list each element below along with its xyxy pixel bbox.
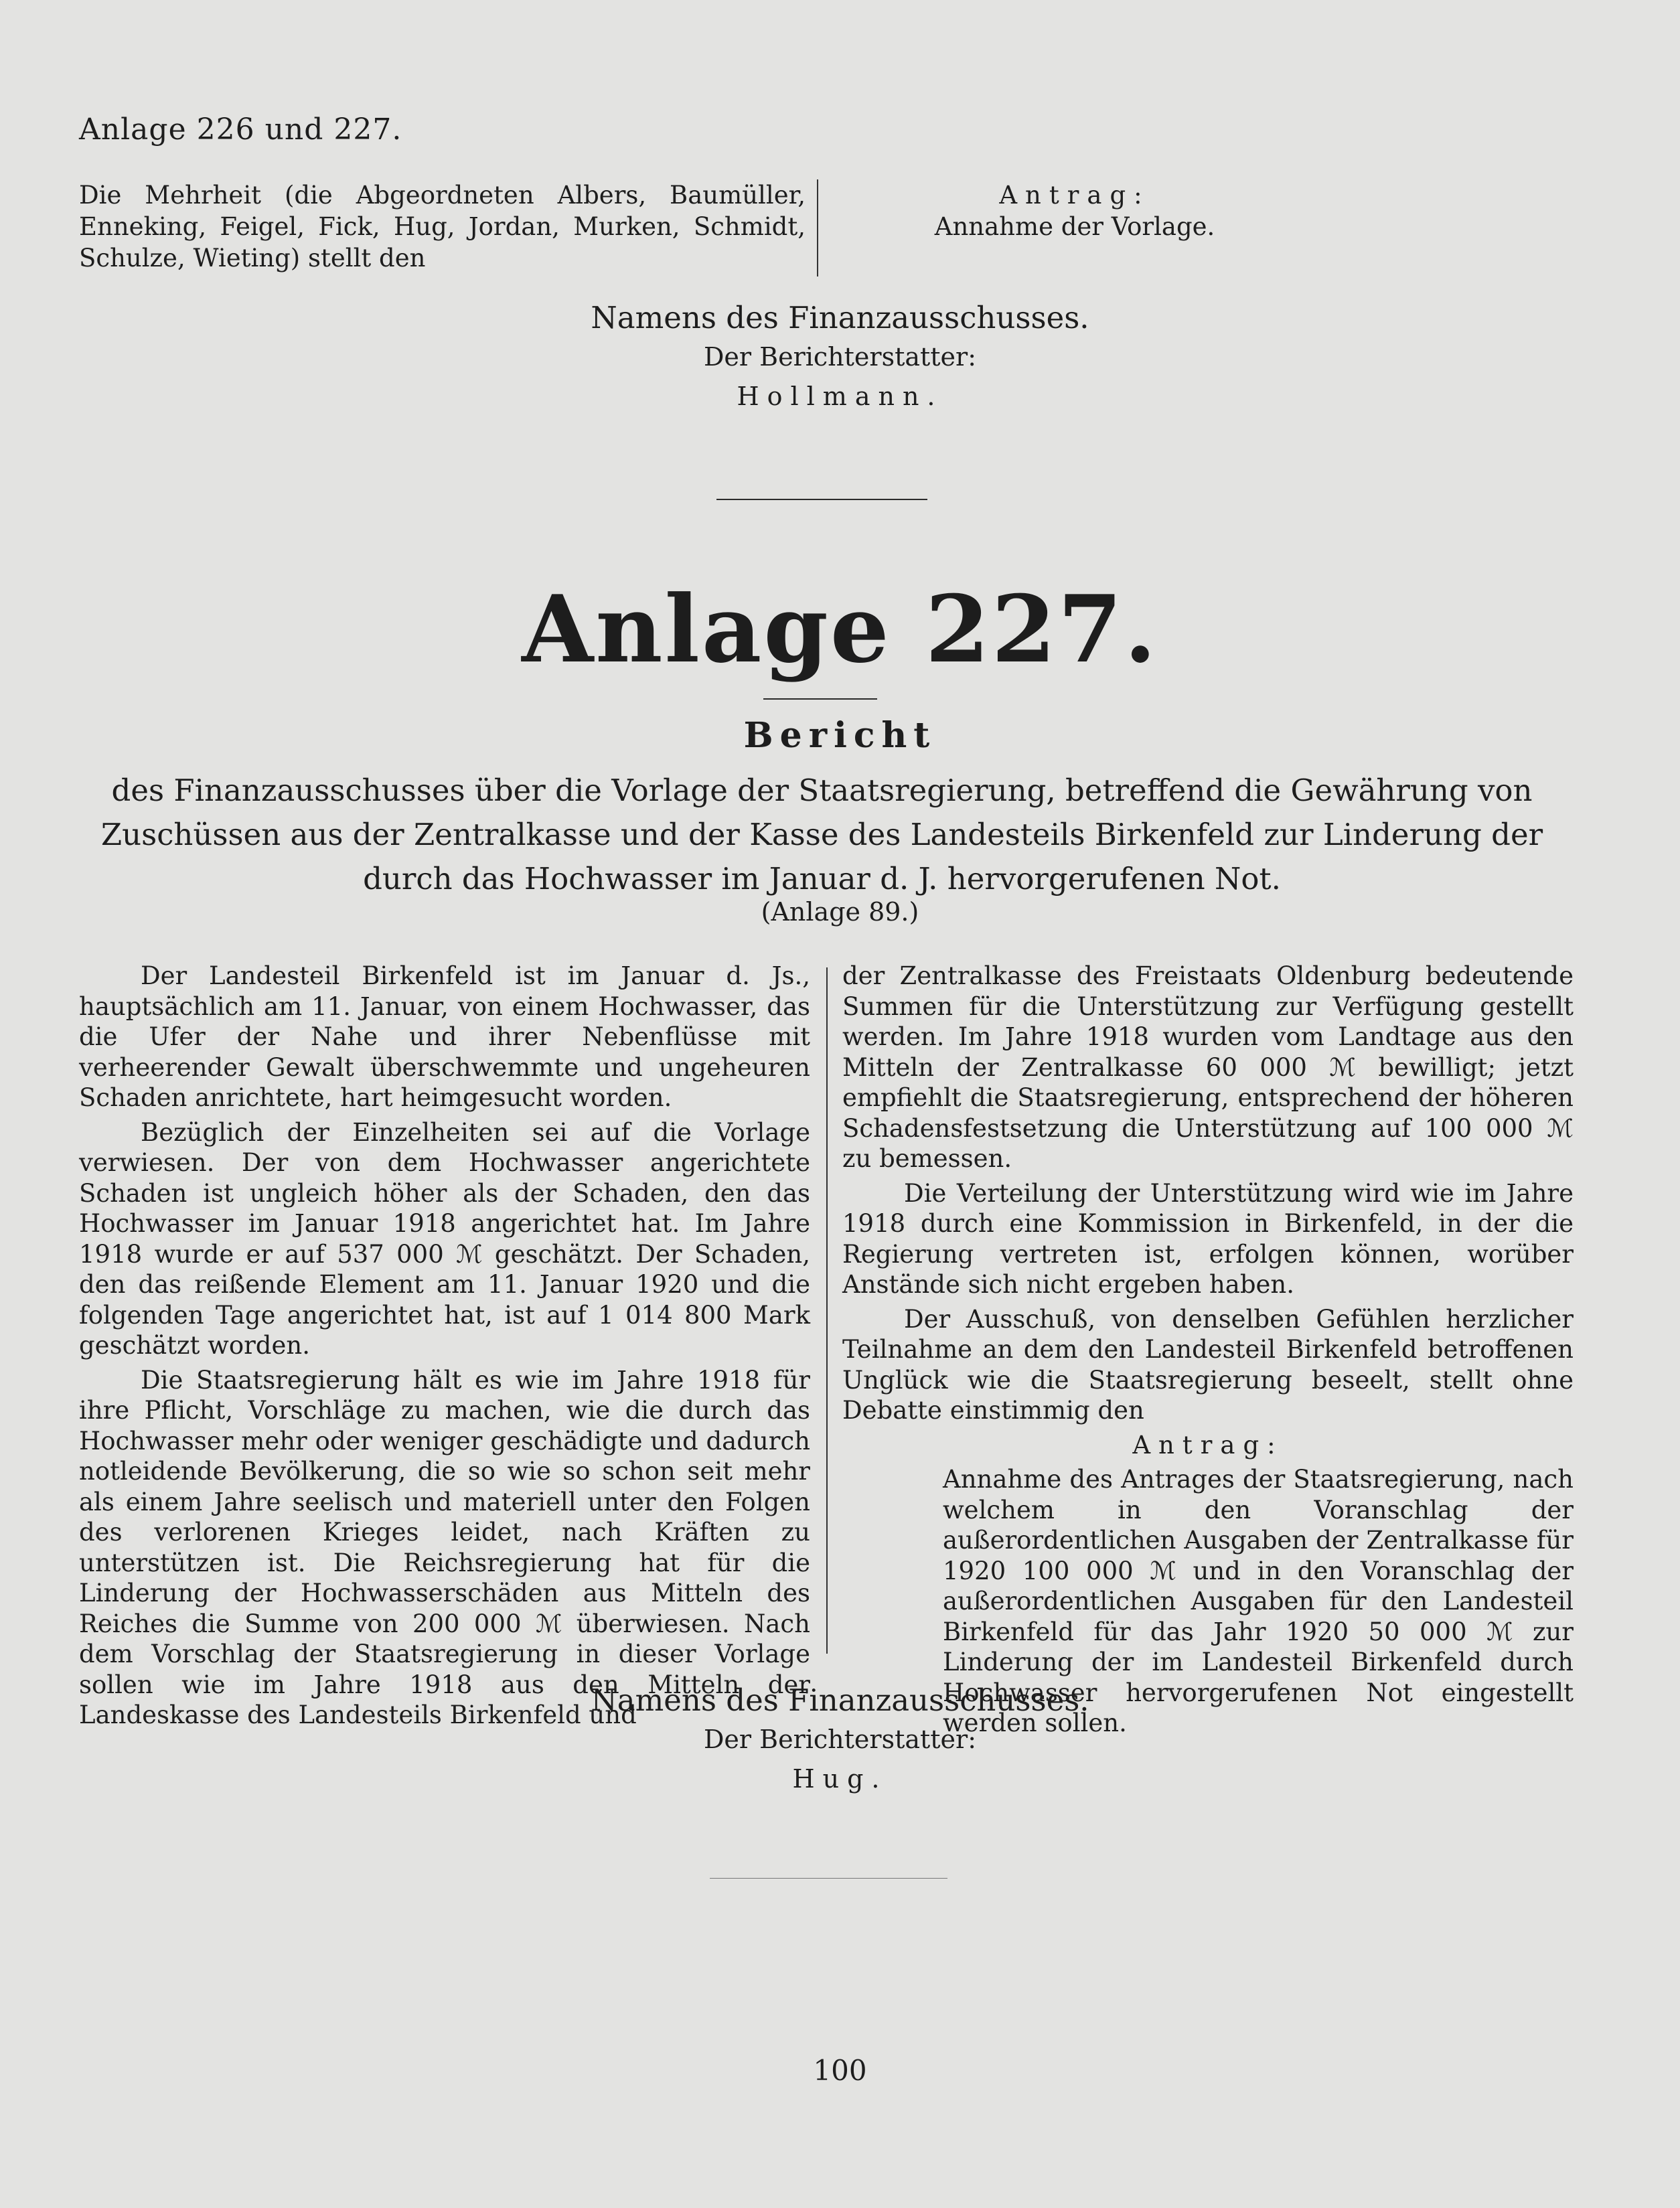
- report-subtitle: des Finanzausschusses über die Vorlage der Staatsregierung, betreffend die Gewährung von Zuschüssen aus der Zentralkasse und der Kasse des Landesteils Birkenfeld zur Linderung der durch das Hochwasser im Januar d. J. hervorgerufenen Not.: [100, 773, 1543, 896]
- signature-committee: Namens des Finanzausschusses.: [591, 300, 1089, 335]
- prev-signature-block: [0, 298, 1680, 417]
- paragraph: Der Landesteil Birkenfeld ist im Januar d. Js., hauptsächlich am 11. Januar, von einem Hochwasser, das die Ufer der Nahe und ihrer Nebenflüsse mit verheerender Gewalt überschwemmte und ungeheuren Schaden anrichtete, hart heimgesucht worden.: [79, 961, 810, 1112]
- appendix-title: Anlage 227.: [522, 574, 1158, 684]
- majority-statement: Die Mehrheit (die Abgeordneten Albers, Baumüller, Enneking, Feigel, Fick, Hug, Jordan, Murken, Schmidt, Schulze, Wieting) stellt den: [79, 181, 806, 272]
- signature-block: [0, 1680, 1680, 1800]
- signature-name: Hug.: [792, 1764, 888, 1794]
- appendix-reference: (Anlage 89.): [761, 897, 919, 927]
- paragraph: Bezüglich der Einzelheiten sei auf die Vorlage verwiesen. Der von dem Hochwasser angerichtete Schaden ist ungleich höher als der Schaden, den das Hochwasser im Januar 1918 angerichtet hat. Im Jahre 1918 wurde er auf 537 000 ℳ geschätzt. Der Schaden, den das reißende Element am 11. Januar 1920 und die folgenden Tage angerichtet hat, ist auf 1 014 800 Mark geschätzt worden.: [79, 1117, 810, 1360]
- column-divider: [826, 967, 828, 1654]
- signature-role: Der Berichterstatter:: [703, 1725, 977, 1754]
- title-underline: [763, 698, 877, 700]
- paragraph: Die Verteilung der Unterstützung wird wie im Jahre 1918 durch eine Kommission in Birkenfeld, in der die Regierung vertreten ist, erfolgen können, worüber Anstände sich nicht ergeben haben.: [842, 1178, 1574, 1299]
- section-divider: [716, 499, 927, 500]
- signature-role: Der Berichterstatter:: [703, 342, 977, 372]
- signature-committee: Namens des Finanzausschusses.: [591, 1682, 1089, 1718]
- page-number: 100: [813, 2054, 867, 2087]
- report-heading: Bericht: [743, 715, 937, 756]
- column-divider: [817, 179, 818, 277]
- antrag-label: Antrag:: [1132, 1430, 1284, 1460]
- right-column: [842, 961, 1574, 1739]
- antrag-text: Annahme der Vorlage.: [934, 212, 1215, 241]
- left-column: [79, 961, 810, 1731]
- signature-name: Hollmann.: [737, 382, 943, 411]
- antrag-label: Antrag:: [999, 181, 1150, 210]
- antrag-text: Annahme des Antrages der Staatsregierung, nach welchem in den Voranschlag der außerordentlichen Ausgaben der Zentralkasse für 1920 100 000 ℳ und in den Voranschlag der außerordentlichen Ausgaben für den Landesteil Birkenfeld für das Jahr 1920 50 000 ℳ zur Linderung der im Landesteil Birkenfeld durch Hochwasser hervorgerufenen Not eingestellt werden sollen.: [943, 1465, 1574, 1737]
- paragraph: der Zentralkasse des Freistaats Oldenburg bedeutende Summen für die Unterstützung zur Verfügung gestellt werden. Im Jahre 1918 wurden vom Landtage aus den Mitteln der Zentralkasse 60 000 ℳ bewilligt; jetzt empfiehlt die Staatsregierung, entsprechend der höheren Schadensfestsetzung die Unterstützung auf 100 000 ℳ zu bemessen.: [842, 961, 1574, 1173]
- end-rule: [710, 1878, 947, 1879]
- paragraph: Der Ausschuß, von denselben Gefühlen herzlicher Teilnahme an dem den Landesteil Birkenfeld betroffenen Unglück wie die Staatsregierung beseelt, stellt ohne Debatte einstimmig den: [842, 1304, 1574, 1425]
- paragraph: Die Staatsregierung hält es wie im Jahre 1918 für ihre Pflicht, Vorschläge zu machen, wie die durch das Hochwasser mehr oder weniger geschädigte und dadurch notleidende Bevölkerung, die so wie so schon seit mehr als einem Jahre seelisch und materiell unter den Folgen des verlorenen Krieges leidet, nach Kräften zu unterstützen ist. Die Reichsregierung hat für die Linderung der Hochwasserschäden aus Mitteln des Reiches die Summe von 200 000 ℳ überwiesen. Nach dem Vorschlag der Staatsregierung in dieser Vorlage sollen wie im Jahre 1918 aus den Mitteln der Landeskasse des Landesteils Birkenfeld und: [79, 1365, 810, 1729]
- running-head: Anlage 226 und 227.: [79, 112, 402, 147]
- prev-antrag: [830, 179, 1319, 242]
